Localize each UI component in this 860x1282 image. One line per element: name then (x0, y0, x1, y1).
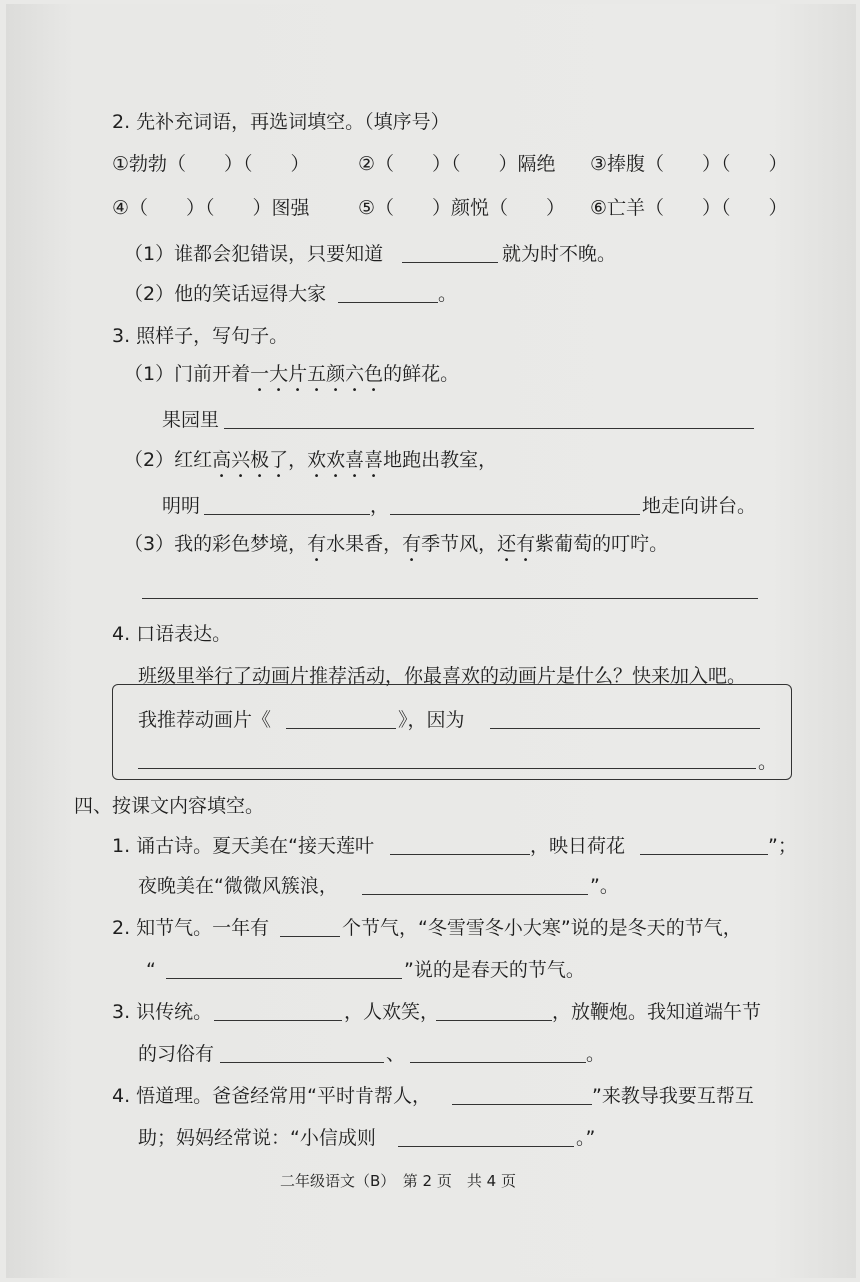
s4-item-4c: 助；妈妈经常说：“小信成则 (138, 1127, 376, 1149)
q4-line-b: 》，因为 (398, 709, 465, 731)
q4-line-a: 我推荐动画片《 (138, 709, 272, 731)
q2-word-6: ⑥亡羊（ ）（ ） (590, 197, 788, 219)
q3-answer-2-label: 明明 (162, 495, 201, 517)
q4-title: 4. 口语表达。 (112, 623, 232, 645)
q4-prompt: 班级里举行了动画片推荐活动，你最喜欢的动画片是什么？快来加入吧。 (138, 665, 747, 687)
blank-s4-2a[interactable] (280, 936, 340, 937)
s4-item-4b: ”来教导我要互帮互 (592, 1085, 754, 1107)
s4-item-1: 1. 诵古诗。夏天美在“接天莲叶 (112, 835, 375, 857)
q2-word-1: ①勃勃（ ）（ ） (112, 153, 310, 175)
s4-item-2c: “ (146, 959, 156, 981)
q2-sentence-1: （1）谁都会犯错误，只要知道 (124, 243, 384, 265)
blank-q3-2a[interactable] (204, 514, 370, 515)
blank-s4-1b[interactable] (640, 854, 768, 855)
s4-item-3b: ，人欢笑， (344, 1001, 440, 1023)
blank-s4-4b[interactable] (398, 1146, 574, 1147)
s4-item-1d: 夜晚美在“微微风簇浪， (138, 875, 338, 897)
s4-item-3c: ，放鞭炮。我知道端午节 (552, 1001, 762, 1023)
q3-example-3: （3）我的彩色梦境，有水果香，有季节风，还有紫葡萄的叮咛。 (124, 533, 669, 555)
s4-item-4: 4. 悟道理。爸爸经常用“平时肯帮人， (112, 1085, 432, 1107)
blank-q4-title[interactable] (286, 728, 396, 729)
s4-item-1c: ”； (768, 835, 797, 857)
q3-title: 3. 照样子，写句子。 (112, 325, 289, 347)
blank-q3-2b[interactable] (390, 514, 640, 515)
blank-q4-reason-2[interactable] (138, 768, 756, 769)
q2-word-3: ③捧腹（ ）（ ） (590, 153, 788, 175)
blank-q2-2[interactable] (338, 302, 438, 303)
blank-q4-reason-1[interactable] (490, 728, 760, 729)
s4-item-3f: 。 (586, 1043, 606, 1065)
blank-s4-3b[interactable] (436, 1020, 552, 1021)
q2-word-4: ④（ ）（ ）图强 (112, 197, 310, 219)
blank-s4-3d[interactable] (410, 1062, 586, 1063)
q3-answer-1-label: 果园里 (162, 409, 220, 431)
blank-s4-3a[interactable] (214, 1020, 342, 1021)
blank-q2-1[interactable] (402, 262, 498, 263)
blank-s4-4a[interactable] (452, 1104, 592, 1105)
q2-title: 2. 先补充词语，再选词填空。（填序号） (112, 111, 450, 133)
blank-q3-1[interactable] (224, 428, 754, 429)
q3-answer-2-end: 地走向讲台。 (642, 495, 757, 517)
page-footer: 二年级语文（B） 第 2 页 共 4 页 (280, 1172, 516, 1190)
s4-item-3e: 、 (386, 1043, 406, 1065)
q2-sentence-2-end: 。 (438, 283, 458, 305)
blank-s4-1c[interactable] (362, 894, 588, 895)
s4-item-1b: ，映日荷花 (530, 835, 626, 857)
q3-example-2: （2）红红高兴极了，欢欢喜喜地跑出教室， (124, 449, 498, 471)
q3-example-1: （1）门前开着一大片五颜六色的鲜花。 (124, 363, 460, 385)
s4-item-2d: ”说的是春天的节气。 (404, 959, 585, 981)
s4-item-2: 2. 知节气。一年有 (112, 917, 270, 939)
blank-s4-1a[interactable] (390, 854, 530, 855)
blank-s4-3c[interactable] (220, 1062, 384, 1063)
exam-page (6, 4, 856, 1278)
q2-sentence-2: （2）他的笑话逗得大家 (124, 283, 327, 305)
s4-item-1e: ”。 (590, 875, 619, 897)
s4-item-3: 3. 识传统。 (112, 1001, 213, 1023)
q4-end: 。 (758, 751, 778, 773)
blank-s4-2b[interactable] (166, 978, 402, 979)
section-4-title: 四、按课文内容填空。 (74, 795, 265, 817)
q2-word-2: ②（ ）（ ）隔绝 (358, 153, 556, 175)
bleed-through (626, 108, 641, 129)
q2-word-5: ⑤（ ）颜悦（ ） (358, 197, 566, 219)
q4-answer-box (112, 684, 792, 780)
blank-q3-3[interactable] (142, 598, 758, 599)
q2-sentence-1-end: 就为时不晚。 (502, 243, 617, 265)
s4-item-3d: 的习俗有 (138, 1043, 215, 1065)
s4-item-2b: 个节气，“冬雪雪冬小大寒”说的是冬天的节气， (342, 917, 742, 939)
s4-item-4d: 。” (576, 1127, 596, 1149)
q3-answer-2-comma: ， (370, 495, 390, 517)
